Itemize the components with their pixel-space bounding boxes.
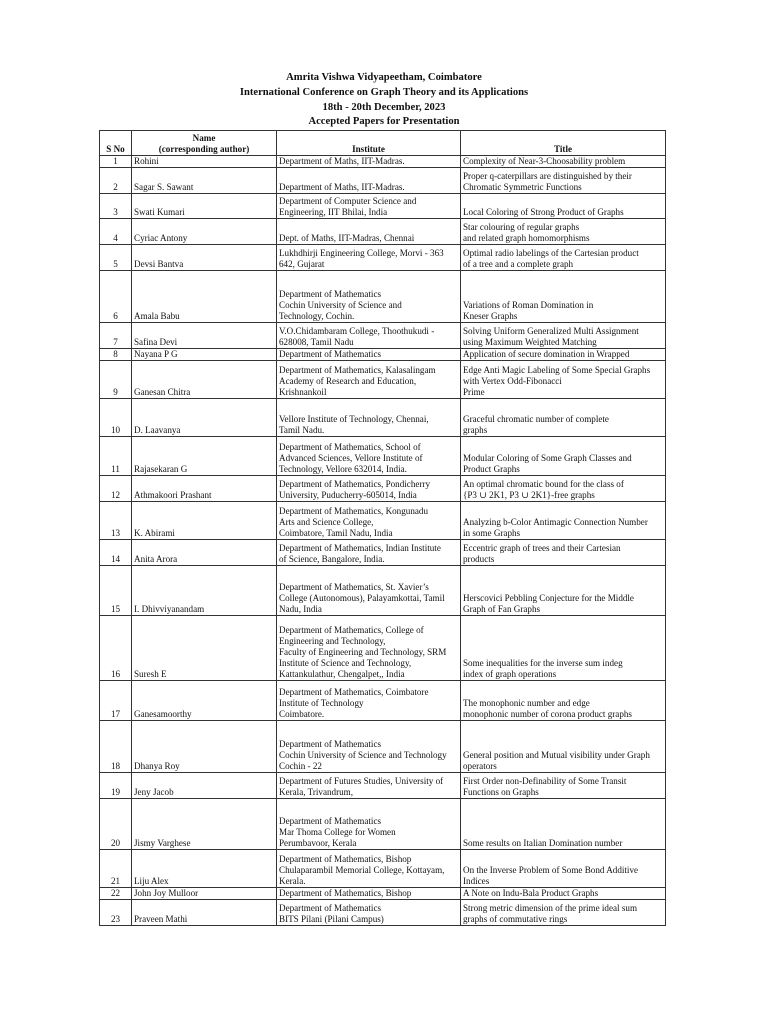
row-paper-title: An optimal chromatic bound for the class of {P3 ∪ 2K1, P3 ∪ 2K1}-free graphs — [463, 479, 624, 500]
row-author-name: Suresh E — [132, 616, 277, 681]
row-paper-title-cell — [461, 566, 666, 616]
row-sno: 1 — [100, 156, 132, 168]
row-paper-title-cell — [461, 540, 666, 566]
row-author-name: Cyriac Antony — [132, 219, 277, 245]
row-institute: Department of Mathematics, Pondicherry University, Puducherry-605014, India — [279, 479, 431, 500]
row-author-name: Ganesamoorthy — [132, 681, 277, 721]
table-row — [100, 399, 666, 437]
row-institute-cell — [277, 721, 461, 773]
row-author-name: Jeny Jacob — [132, 773, 277, 799]
table-header-row — [100, 131, 666, 156]
row-sno: 21 — [100, 850, 132, 888]
row-author-name: I. Dhivviyanandam — [132, 566, 277, 616]
row-institute-cell — [277, 900, 461, 926]
table-row — [100, 799, 666, 850]
row-paper-title-cell — [461, 219, 666, 245]
row-paper-title-cell — [461, 349, 666, 361]
table-row — [100, 888, 666, 900]
row-sno: 3 — [100, 194, 132, 219]
row-institute-cell — [277, 194, 461, 219]
row-institute-cell — [277, 566, 461, 616]
table-row — [100, 502, 666, 540]
table-row — [100, 616, 666, 681]
accepted-papers-table — [99, 130, 666, 926]
row-institute-cell — [277, 681, 461, 721]
conference-name: International Conference on Graph Theory and its Applications — [239, 86, 529, 98]
row-sno: 15 — [100, 566, 132, 616]
row-paper-title: Solving Uniform Generalized Multi Assignment using Maximum Weighted Matching — [463, 326, 639, 347]
row-institute-cell — [277, 219, 461, 245]
conference-dates: 18th - 20th December, 2023 — [322, 101, 446, 113]
row-paper-title: Variations of Roman Domination in Kneser Graphs — [463, 300, 594, 321]
row-paper-title: Local Coloring of Strong Product of Graphs — [463, 207, 624, 217]
row-sno: 23 — [100, 900, 132, 926]
row-sno: 14 — [100, 540, 132, 566]
row-paper-title-cell — [461, 323, 666, 349]
row-sno: 2 — [100, 168, 132, 194]
row-sno: 9 — [100, 361, 132, 399]
row-paper-title-cell — [461, 502, 666, 540]
row-institute: Department of Mathematics, College of Engineering and Technology, Faculty of Engineering and Technology, SRM Institute of Science and Technology, Kattankulathur, Chengalpet,, India — [279, 625, 447, 679]
table-row — [100, 323, 666, 349]
row-institute: Department of Mathematics, Kongunadu Arts and Science College, Coimbatore, Tamil Nadu, India — [279, 506, 428, 538]
row-institute: Department of Mathematics, Bishop — [279, 888, 412, 898]
table-row — [100, 773, 666, 799]
table-row — [100, 540, 666, 566]
row-institute: Department of Mathematics, Kalasalingam Academy of Research and Education, Krishnankoil — [279, 365, 436, 397]
row-author-name: Athmakoori Prashant — [132, 476, 277, 502]
row-author-name: Devsi Bantva — [132, 245, 277, 271]
row-paper-title-cell — [461, 156, 666, 168]
row-paper-title: Eccentric graph of trees and their Cartesian products — [463, 543, 621, 564]
row-sno: 11 — [100, 437, 132, 476]
row-author-name: Sagar S. Sawant — [132, 168, 277, 194]
row-institute-cell — [277, 850, 461, 888]
table-body — [100, 156, 666, 926]
row-paper-title-cell — [461, 245, 666, 271]
row-author-name: Amala Babu — [132, 271, 277, 323]
table-row — [100, 437, 666, 476]
row-sno: 16 — [100, 616, 132, 681]
row-institute: Department of Mathematics Cochin University of Science and Technology, Cochin. — [279, 289, 402, 321]
document-header — [0, 71, 768, 130]
row-institute: Department of Mathematics BITS Pilani (Pilani Campus) — [279, 903, 384, 924]
row-paper-title-cell — [461, 476, 666, 502]
row-sno: 20 — [100, 799, 132, 850]
row-institute: Department of Computer Science and Engineering, IIT Bhilai, India — [279, 196, 417, 217]
row-sno: 22 — [100, 888, 132, 900]
row-sno: 17 — [100, 681, 132, 721]
row-author-name: K. Abirami — [132, 502, 277, 540]
row-sno: 8 — [100, 349, 132, 361]
row-institute: Department of Mathematics, Indian Institute of Science, Bangalore, India. — [279, 543, 441, 564]
row-paper-title-cell — [461, 721, 666, 773]
row-author-name: Safina Devi — [132, 323, 277, 349]
row-institute: Dept. of Maths, IIT-Madras, Chennai — [279, 233, 415, 243]
row-institute-cell — [277, 437, 461, 476]
row-paper-title: Complexity of Near-3-Choosability problem — [463, 156, 626, 166]
row-paper-title: Analyzing b-Color Antimagic Connection Number in some Graphs — [463, 517, 648, 538]
row-paper-title: Star colouring of regular graphs and related graph homomorphisms — [463, 222, 590, 243]
row-paper-title-cell — [461, 168, 666, 194]
row-institute-cell — [277, 156, 461, 168]
row-paper-title-cell — [461, 271, 666, 323]
row-author-name: Jismy Varghese — [132, 799, 277, 850]
row-institute-cell — [277, 349, 461, 361]
row-paper-title-cell — [461, 799, 666, 850]
row-sno: 18 — [100, 721, 132, 773]
row-paper-title: General position and Mutual visibility under Graph operators — [463, 750, 650, 771]
row-paper-title: On the Inverse Problem of Some Bond Additive Indices — [463, 865, 639, 886]
row-paper-title-cell — [461, 888, 666, 900]
row-institute: Department of Maths, IIT-Madras. — [279, 156, 405, 166]
row-paper-title: Edge Anti Magic Labeling of Some Special Graphs with Vertex Odd-Fibonacci Prime — [463, 365, 651, 397]
row-author-name: Anita Arora — [132, 540, 277, 566]
row-sno: 4 — [100, 219, 132, 245]
row-paper-title: Modular Coloring of Some Graph Classes and Product Graphs — [463, 453, 632, 474]
row-sno: 10 — [100, 399, 132, 437]
row-paper-title-cell — [461, 773, 666, 799]
table-row — [100, 566, 666, 616]
row-institute: Department of Mathematics, School of Advanced Sciences, Vellore Institute of Technology, Vellore 632014, India. — [279, 442, 423, 474]
university-name: Amrita Vishwa Vidyapeetham, Coimbatore — [286, 72, 482, 83]
row-author-name: Ganesan Chitra — [132, 361, 277, 399]
row-institute-cell — [277, 323, 461, 349]
document-subtitle: Accepted Papers for Presentation — [308, 116, 460, 128]
row-institute: Department of Mathematics Cochin University of Science and Technology Cochin - 22 — [279, 739, 447, 771]
row-sno: 13 — [100, 502, 132, 540]
row-institute-cell — [277, 245, 461, 271]
table-row — [100, 681, 666, 721]
row-author-name: John Joy Mulloor — [132, 888, 277, 900]
row-paper-title-cell — [461, 399, 666, 437]
row-sno: 7 — [100, 323, 132, 349]
table-row — [100, 194, 666, 219]
row-paper-title-cell — [461, 194, 666, 219]
row-author-name: Swati Kumari — [132, 194, 277, 219]
row-institute-cell — [277, 540, 461, 566]
table-row — [100, 349, 666, 361]
row-institute: Department of Futures Studies, University of Kerala, Trivandrum, — [279, 776, 444, 797]
row-institute-cell — [277, 799, 461, 850]
row-institute-cell — [277, 399, 461, 437]
row-paper-title: Herscovici Pebbling Conjecture for the Middle Graph of Fan Graphs — [463, 593, 634, 614]
table-row — [100, 476, 666, 502]
table-row — [100, 245, 666, 271]
row-institute-cell — [277, 773, 461, 799]
row-sno: 6 — [100, 271, 132, 323]
row-paper-title-cell — [461, 850, 666, 888]
column-header-institute: Institute — [277, 131, 461, 156]
row-sno: 12 — [100, 476, 132, 502]
row-paper-title: First Order non-Definability of Some Transit Functions on Graphs — [463, 776, 627, 797]
row-institute-cell — [277, 361, 461, 399]
row-institute: Department of Mathematics Mar Thoma College for Women Perumbavoor, Kerala — [279, 816, 396, 848]
table-row — [100, 361, 666, 399]
row-paper-title: Optimal radio labelings of the Cartesian product of a tree and a complete graph — [463, 248, 639, 269]
row-institute: Lukhdhirji Engineering College, Morvi - 363 642, Gujarat — [279, 248, 444, 269]
column-header-name: Name (corresponding author) — [132, 131, 277, 156]
row-paper-title: The monophonic number and edge monophonic number of corona product graphs — [463, 698, 632, 719]
row-paper-title-cell — [461, 681, 666, 721]
row-sno: 19 — [100, 773, 132, 799]
row-paper-title-cell — [461, 900, 666, 926]
row-paper-title: A Note on Indu-Bala Product Graphs — [463, 888, 599, 898]
row-institute-cell — [277, 168, 461, 194]
table-row — [100, 219, 666, 245]
row-paper-title: Strong metric dimension of the prime ideal sum graphs of commutative rings — [463, 903, 638, 924]
row-paper-title: Some inequalities for the inverse sum indeg index of graph operations — [463, 658, 623, 679]
column-header-title: Title — [461, 131, 666, 156]
row-paper-title-cell — [461, 361, 666, 399]
row-author-name: Liju Alex — [132, 850, 277, 888]
row-paper-title-cell — [461, 616, 666, 681]
row-institute: Department of Mathematics — [279, 349, 382, 359]
row-author-name: Dhanya Roy — [132, 721, 277, 773]
table-row — [100, 156, 666, 168]
row-author-name: Rohini — [132, 156, 277, 168]
table-row — [100, 850, 666, 888]
row-institute-cell — [277, 271, 461, 323]
row-author-name: Praveen Mathi — [132, 900, 277, 926]
row-author-name: Rajasekaran G — [132, 437, 277, 476]
row-institute: Department of Mathematics, Coimbatore Institute of Technology Coimbatore. — [279, 687, 429, 719]
column-header-sno: S No — [100, 131, 132, 156]
row-institute: Vellore Institute of Technology, Chennai, Tamil Nadu. — [279, 414, 429, 435]
row-paper-title: Graceful chromatic number of complete graphs — [463, 414, 609, 435]
row-institute: Department of Maths, IIT-Madras. — [279, 182, 405, 192]
row-paper-title: Some results on Italian Domination number — [463, 838, 623, 848]
row-institute-cell — [277, 476, 461, 502]
row-institute: Department of Mathematics, St. Xavier’s College (Autonomous), Palayamkottai, Tamil Nadu, India — [279, 582, 445, 614]
row-author-name: Nayana P G — [132, 349, 277, 361]
row-institute-cell — [277, 888, 461, 900]
row-paper-title-cell — [461, 437, 666, 476]
table-row — [100, 271, 666, 323]
row-institute: Department of Mathematics, Bishop Chulaparambil Memorial College, Kottayam, Kerala. — [279, 854, 445, 886]
table-row — [100, 168, 666, 194]
row-institute: V.O.Chidambaram College, Thoothukudi - 628008, Tamil Nadu — [279, 326, 435, 347]
row-author-name: D. Laavanya — [132, 399, 277, 437]
row-institute-cell — [277, 616, 461, 681]
table-row — [100, 721, 666, 773]
row-paper-title: Application of secure domination in Wrapped — [463, 349, 630, 359]
table-row — [100, 900, 666, 926]
row-institute-cell — [277, 502, 461, 540]
row-sno: 5 — [100, 245, 132, 271]
row-paper-title: Proper q-caterpillars are distinguished by their Chromatic Symmetric Functions — [463, 171, 632, 192]
